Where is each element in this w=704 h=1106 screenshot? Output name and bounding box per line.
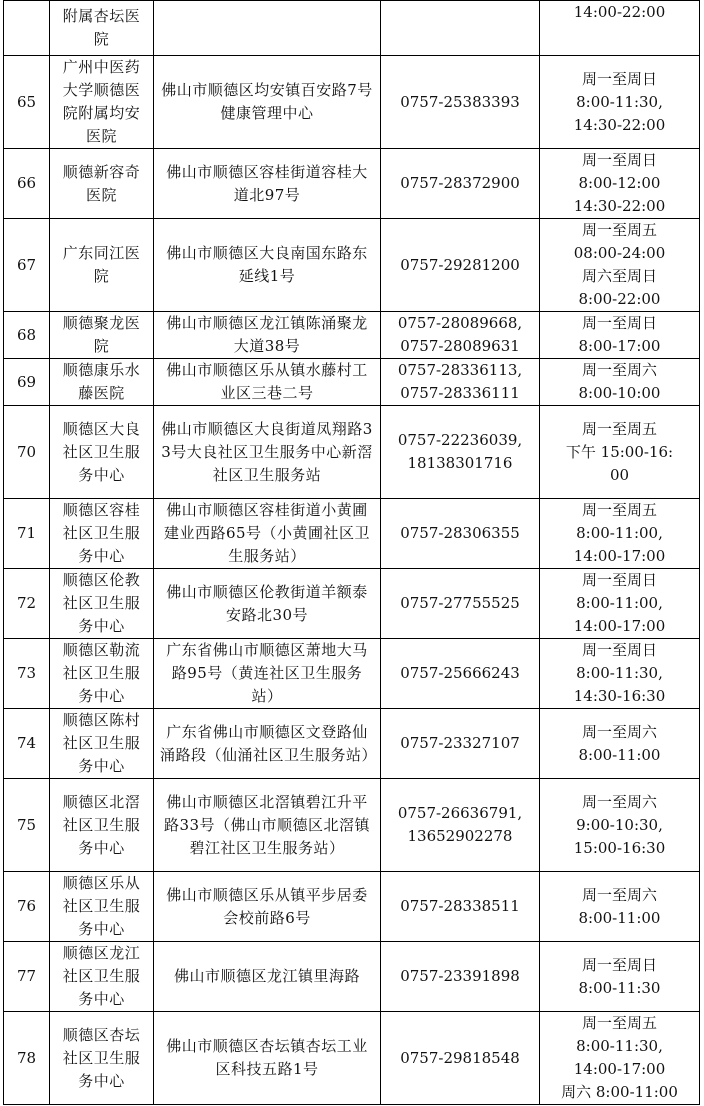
hours-line: 周一至周五 (581, 1014, 657, 1032)
phone-line: 0757-28336111 (400, 384, 520, 402)
hours (540, 709, 700, 779)
hours-line: 00 (609, 465, 630, 484)
phone-line: 13652902278 (407, 827, 513, 845)
hours (540, 569, 700, 639)
hours-line: 周六 8:00-11:00 (561, 1083, 678, 1101)
hours-line: 8:00-22:00 (578, 290, 661, 308)
hours-line: 周一至周六 (581, 885, 657, 904)
phone (381, 1, 540, 56)
hospital-name: 顺德区乐从社区卫生服务中心 (50, 872, 154, 942)
hours-line: 周一至周日 (581, 69, 657, 88)
phone-line: 18138301716 (407, 454, 513, 472)
hours-line: 8:00-11:00, (576, 594, 663, 612)
row-number: 73 (4, 639, 50, 709)
phone-line: 0757-23327107 (400, 734, 520, 752)
hospital-name: 顺德区杏坛社区卫生服务中心 (50, 1012, 154, 1105)
hospital-name: 顺德区大良社区卫生服务中心 (50, 406, 154, 499)
table-row (4, 779, 700, 872)
row-number: 74 (4, 709, 50, 779)
hours-line: 8:00-11:30, (576, 92, 663, 111)
hours (540, 359, 700, 406)
hours (540, 639, 700, 709)
address: 佛山市顺德区杏坛镇杏坛工业区科技五路1号 (154, 1012, 381, 1105)
phone-line: 0757-27755525 (400, 594, 520, 612)
hours (540, 312, 700, 359)
hours (540, 779, 700, 872)
phone (381, 1012, 540, 1105)
row-number: 67 (4, 219, 50, 312)
hours-line: 08:00-24:00 (573, 244, 666, 262)
hours-line: 周一至周日 (581, 151, 657, 169)
hours-line: 下午 15:00-16: (565, 442, 674, 461)
table-row (4, 149, 700, 219)
hours-line: 8:00-11:00 (578, 908, 661, 927)
hours-line: 9:00-10:30, (576, 815, 663, 834)
phone-line: 0757-25383393 (400, 92, 520, 111)
phone-line: 0757-28336113, (397, 361, 523, 379)
table-row (4, 569, 700, 639)
phone (381, 149, 540, 219)
hospital-name: 顺德区龙江社区卫生服务中心 (50, 942, 154, 1012)
hospital-name: 顺德新容奇医院 (50, 149, 154, 219)
hours-line: 周一至周六 (581, 361, 657, 379)
hours-line: 周一至周五 (581, 501, 657, 519)
hospital-name: 顺德康乐水藤医院 (50, 359, 154, 406)
hours-line: 8:00-17:00 (578, 337, 661, 355)
phone-line: 0757-22236039, (397, 431, 523, 449)
row-number: 66 (4, 149, 50, 219)
table-row (4, 872, 700, 942)
phone (381, 569, 540, 639)
hours-line: 8:00-11:30, (576, 1037, 663, 1055)
table-row (4, 942, 700, 1012)
phone-line: 0757-28372900 (400, 174, 520, 192)
phone (381, 639, 540, 709)
row-number: 71 (4, 499, 50, 569)
address: 佛山市顺德区龙江镇里海路 (154, 942, 381, 1012)
hours (540, 219, 700, 312)
hours-line: 8:00-11:00, (576, 524, 663, 542)
hours (540, 149, 700, 219)
phone-line: 0757-29281200 (400, 255, 520, 274)
address: 佛山市顺德区容桂街道小黄圃建业西路65号（小黄圃社区卫生服务站） (154, 499, 381, 569)
table-row (4, 56, 700, 149)
hospital-name: 顺德区北滘社区卫生服务中心 (50, 779, 154, 872)
hours-line: 周一至周六 (581, 792, 657, 811)
phone (381, 779, 540, 872)
phone-line: 0757-28089668, (397, 314, 523, 332)
phone (381, 942, 540, 1012)
row-number: 65 (4, 56, 50, 149)
phone (381, 406, 540, 499)
hours (540, 1012, 700, 1105)
hours (540, 942, 700, 1012)
phone-line: 0757-23391898 (400, 967, 520, 985)
hours-line: 周一至周五 (581, 419, 657, 438)
phone (381, 359, 540, 406)
hours (540, 872, 700, 942)
row-number: 78 (4, 1012, 50, 1105)
address: 佛山市顺德区北滘镇碧江升平路33号（佛山市顺德区北滘镇碧江社区卫生服务站） (154, 779, 381, 872)
address: 广东省佛山市顺德区萧地大马路95号（黄连社区卫生服务站） (154, 639, 381, 709)
hours-line: 8:00-11:00 (578, 745, 661, 764)
hospital-name: 顺德聚龙医院 (50, 312, 154, 359)
table-row (4, 1012, 700, 1105)
table-row (4, 406, 700, 499)
hours-line: 周一至周六 (581, 722, 657, 741)
hospital-name: 广东同江医院 (50, 219, 154, 312)
row-number: 68 (4, 312, 50, 359)
phone (381, 219, 540, 312)
row-number: 72 (4, 569, 50, 639)
hours-line: 14:00-17:00 (573, 617, 666, 635)
address: 佛山市顺德区乐从镇平步居委会校前路6号 (154, 872, 381, 942)
table-row (4, 709, 700, 779)
hours-line: 周一至周日 (581, 955, 657, 974)
hours-line: 14:30-22:00 (573, 197, 666, 215)
table-body (4, 1, 700, 1105)
phone-line: 0757-28306355 (400, 524, 520, 542)
table-row (4, 312, 700, 359)
hours-line: 8:00-12:00 (578, 174, 661, 192)
phone (381, 709, 540, 779)
row-number: 70 (4, 406, 50, 499)
phone (381, 56, 540, 149)
hours-line: 14:00-17:00 (573, 547, 666, 565)
hours-line: 周六至周日 (581, 267, 657, 285)
phone (381, 499, 540, 569)
hours-line: 14:30-22:00 (573, 115, 666, 134)
phone-line: 0757-26636791, (397, 804, 523, 822)
hours-line: 周一至周日 (581, 571, 657, 589)
hours-line: 周一至周日 (581, 641, 657, 659)
table-row (4, 639, 700, 709)
table-row (4, 1, 700, 56)
hospital-name: 顺德区勒流社区卫生服务中心 (50, 639, 154, 709)
hospital-name: 广州中医药大学顺德医院附属均安医院 (50, 56, 154, 149)
row-number: 77 (4, 942, 50, 1012)
phone-line: 0757-29818548 (400, 1048, 520, 1067)
address: 广东省佛山市顺德区文登路仙涌路段（仙涌社区卫生服务站） (154, 709, 381, 779)
hours-line: 周一至周五 (581, 221, 657, 239)
table-row (4, 219, 700, 312)
phone-line: 0757-25666243 (400, 664, 520, 682)
hours-line: 周一至周日 (581, 314, 657, 332)
hospital-name: 顺德区容桂社区卫生服务中心 (50, 499, 154, 569)
table-row (4, 359, 700, 406)
address: 佛山市顺德区龙江镇陈涌聚龙大道38号 (154, 312, 381, 359)
address: 佛山市顺德区大良街道凤翔路33号大良社区卫生服务中心新滘社区卫生服务站 (154, 406, 381, 499)
address: 佛山市顺德区大良南国东路东延线1号 (154, 219, 381, 312)
row-number: 75 (4, 779, 50, 872)
address: 佛山市顺德区伦教街道羊额泰安路北30号 (154, 569, 381, 639)
table-row (4, 499, 700, 569)
phone-line: 0757-28089631 (400, 337, 520, 355)
hours-line: 14:00-17:00 (573, 1060, 666, 1078)
hospital-name: 顺德区陈村社区卫生服务中心 (50, 709, 154, 779)
phone-line: 0757-28338511 (400, 897, 520, 915)
address: 佛山市顺德区均安镇百安路7号健康管理中心 (154, 56, 381, 149)
vaccination-sites-table (3, 0, 700, 1105)
row-number (4, 1, 50, 56)
row-number: 69 (4, 359, 50, 406)
hours (540, 499, 700, 569)
address: 佛山市顺德区乐从镇水藤村工业区三巷二号 (154, 359, 381, 406)
hours-line: 8:00-11:30, (576, 664, 663, 682)
hospital-name: 顺德区伦教社区卫生服务中心 (50, 569, 154, 639)
address: 佛山市顺德区容桂街道容桂大道北97号 (154, 149, 381, 219)
phone (381, 312, 540, 359)
phone (381, 872, 540, 942)
hours (540, 56, 700, 149)
hospital-name: 附属杏坛医院 (50, 1, 154, 56)
hours-line: 14:00-22:00 (573, 3, 666, 21)
row-number: 76 (4, 872, 50, 942)
hours (540, 1, 700, 56)
hours-line: 15:00-16:30 (573, 838, 666, 857)
hours (540, 406, 700, 499)
hours-line: 14:30-16:30 (573, 687, 666, 705)
hours-line: 8:00-11:30 (578, 978, 661, 997)
address (154, 1, 381, 56)
hours-line: 8:00-10:00 (578, 384, 661, 402)
